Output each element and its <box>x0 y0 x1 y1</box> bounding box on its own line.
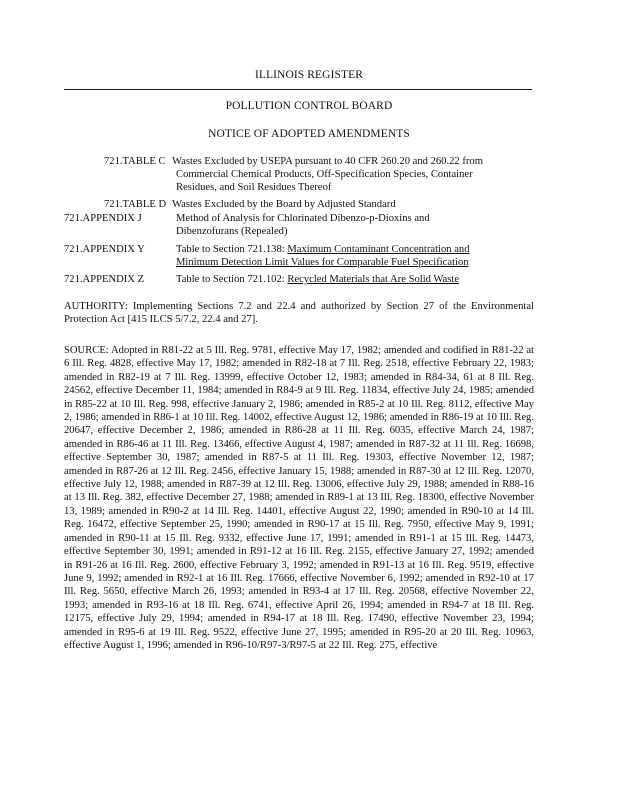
board-title: POLLUTION CONTROL BOARD <box>225 100 393 112</box>
toc-text: Wastes Excluded by USEPA pursuant to 40 CFR 260.20 and 260.22 from <box>172 156 483 167</box>
toc-text-line <box>176 243 470 256</box>
toc-text: Table to Section 721.102: <box>176 274 285 285</box>
toc-text: Residues, and Soil Residues Thereof <box>176 182 332 193</box>
toc-text-underlined: Recycled Materials that Are Solid Waste <box>287 274 460 285</box>
toc-text: Dibenzofurans (Repealed) <box>176 226 288 237</box>
toc-text-line <box>176 273 459 286</box>
toc-id: 721.TABLE C <box>104 156 166 167</box>
header-rule <box>64 89 532 90</box>
toc-text-underlined: Minimum Detection Limit Values for Comparable Fuel Specification <box>176 257 469 268</box>
toc-id: 721.TABLE D <box>104 199 167 210</box>
source-paragraph: SOURCE: Adopted in R81-22 at 5 Ill. Reg. 9781, effective May 17, 1982; amended and codified in R81-22 at 6 Ill. Reg. 4828, effective May 17, 1982; amended in R82-18 at 7 Ill. Reg. 2518, effective February 22, 1983; amended in R82-19 at 7 Ill. Reg. 13999, effective October 12, 1983; amended in R84-34, 61 at 8 Ill. Reg. 24562, effective December 11, 1984; amended in R84-9 at 9 Ill. Reg. 11834, effective July 24, 1985; amended in R85-22 at 10 Ill. Reg. 998, effective January 2, 1986; amended in R85-2 at 10 Ill. Reg. 8112, effective May 2, 1986; amended in R86-1 at 10 Ill. Reg. 14002, effective August 12, 1986; amended in R86-19 at 10 Ill. Reg. 20647, effective December 2, 1986; amended in R86-28 at 11 Ill. Reg. 6035, effective March 24, 1987; amended in R86-46 at 11 Ill. Reg. 13466, effective August 4, 1987; amended in R87-32 at 11 Ill. Reg. 16698, effective September 30, 1987; amended in R87-5 at 11 Ill. Reg. 19303, effective November 12, 1987; amended in R87-26 at 12 Ill. Reg. 2456, effective January 15, 1988; amended in R87-30 at 12 Ill. Reg. 12070, effective July 12, 1988; amended in R87-39 at 12 Ill. Reg. 13006, effective July 29, 1988; amended in R88-16 at 13 Ill. Reg. 382, effective December 27, 1988; amended in R89-1 at 13 Ill. Reg. 18300, effective November 13, 1989; amended in R90-2 at 14 Ill. Reg. 14401, effective August 22, 1990; amended in R90-10 at 14 Ill. Reg. 16472, effective September 25, 1990; amended in R90-17 at 15 Ill. Reg. 7950, effective May 9, 1991; amended in R90-11 at 15 Ill. Reg. 9332, effective June 17, 1991; amended in R91-1 at 15 Ill. Reg. 14473, effective September 30, 1991; amended in R91-12 at 16 Ill. Reg. 2155, effective January 27, 1992; amended in R91-26 at 16 Ill. Reg. 2600, effective February 3, 1992; amended in R91-13 at 16 Ill. Reg. 9519, effective June 9, 1992; amended in R92-1 at 16 Ill. Reg. 17666, effective November 6, 1992; amended in R92-10 at 17 Ill. Reg. 5650, effective March 26, 1993; amended in R93-4 at 17 Ill. Reg. 20568, effective November 22, 1993; amended in R93-16 at 18 Ill. Reg. 6741, effective April 26, 1994; amended in R94-7 at 18 Ill. Reg. 12175, effective July 29, 1994; amended in R94-17 at 18 Ill. Reg. 17490, effective November 23, 1994; amended in R95-6 at 19 Ill. Reg. 9522, effective June 27, 1995; amended in R95-20 at 20 Ill. Reg. 10963, effective August 1, 1996; amended in R96-10/R97-3/R97-5 at 22 Ill. Reg. 275, effective <box>64 345 534 651</box>
toc-text: Wastes Excluded by the Board by Adjusted Standard <box>172 199 396 210</box>
toc-id: 721.APPENDIX Z <box>64 274 145 285</box>
notice-title: NOTICE OF ADOPTED AMENDMENTS <box>208 128 410 140</box>
register-title: ILLINOIS REGISTER <box>254 69 364 81</box>
toc-id: 721.APPENDIX Y <box>64 244 145 255</box>
authority-paragraph: AUTHORITY: Implementing Sections 7.2 and 22.4 and authorized by Section 27 of the Environmental Protection Act [415 ILCS 5/7.2, 22.4 and 27]. <box>64 301 534 326</box>
toc-text: Method of Analysis for Chlorinated Dibenzo-p-Dioxins and <box>176 213 430 224</box>
toc-text-underlined: Maximum Contaminant Concentration and <box>287 244 470 255</box>
toc-text: Commercial Chemical Products, Off-Specification Species, Container <box>176 169 473 180</box>
toc-text: Table to Section 721.138: <box>176 244 285 255</box>
toc-id: 721.APPENDIX J <box>64 213 142 224</box>
